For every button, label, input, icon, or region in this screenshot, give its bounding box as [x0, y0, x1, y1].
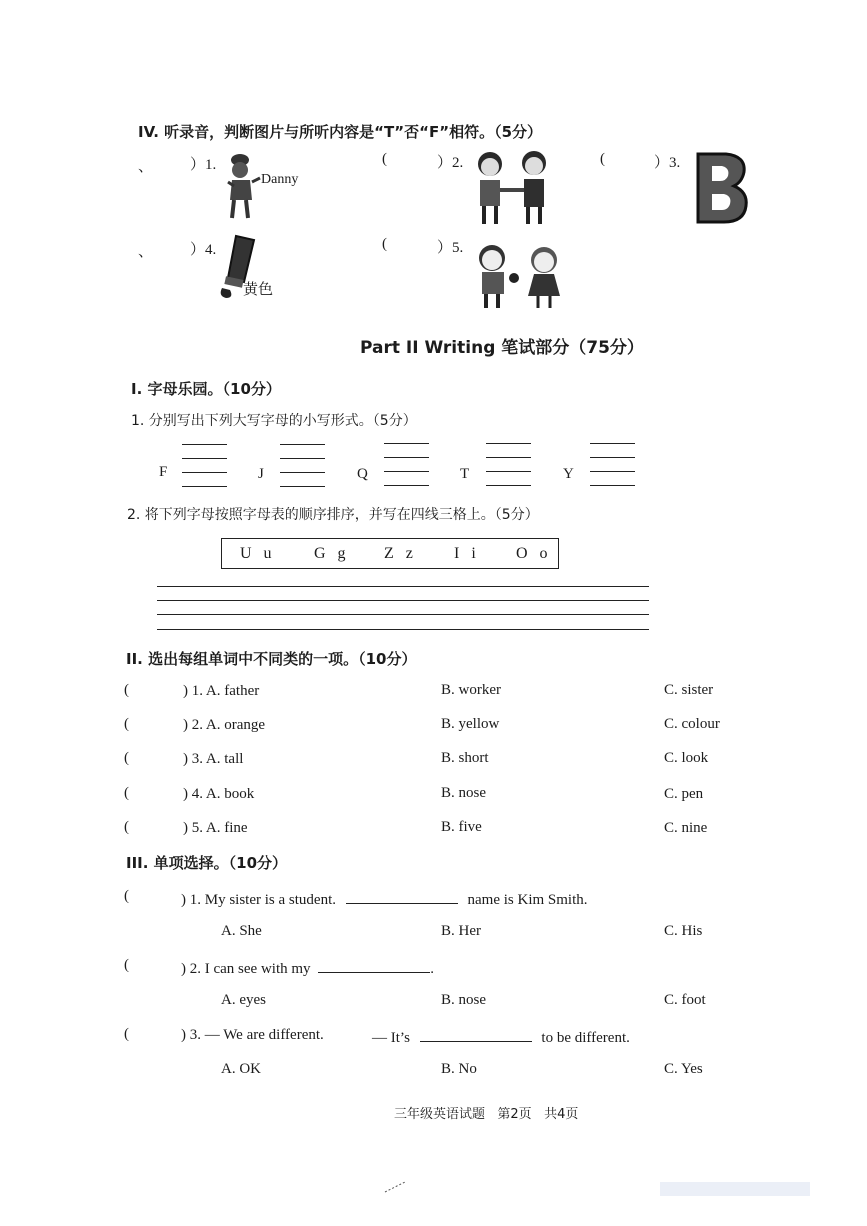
option-a: A. OK [221, 1061, 261, 1077]
page-footer: 三年级英语试题 第2页 共4页 [394, 1107, 579, 1122]
section2-item-c: C. colour [664, 716, 720, 732]
option-b: B. Her [441, 923, 481, 939]
question-text [181, 1027, 324, 1044]
letter-label: F [159, 464, 168, 480]
letter-pair: O o [516, 545, 552, 562]
letter-label: Q [357, 466, 368, 482]
section2-item-b: B. short [441, 750, 489, 766]
question-stem: ) 2. I can see with my [181, 961, 311, 977]
yellow-caption: 黄色 [243, 280, 274, 298]
letter-pair: I i [454, 545, 480, 562]
option-c: C. His [664, 923, 703, 939]
section2-item-b: B. nose [441, 785, 486, 801]
letter-label: J [258, 466, 264, 482]
section2-item-b: B. worker [441, 682, 501, 698]
option-b: B. No [441, 1061, 477, 1077]
boy-with-cap-picture [222, 150, 262, 222]
section2-item-c: C. nine [664, 820, 708, 836]
part2-title: Part II Writing 笔试部分（75分） [360, 338, 644, 358]
section2-item-c: C. sister [664, 682, 714, 698]
question-text [372, 1027, 630, 1047]
option-c: C. Yes [664, 1061, 703, 1077]
paren-open: 、 [138, 244, 154, 260]
question-stem: ) 1. My sister is a student. [181, 892, 336, 908]
letter-label: T [460, 466, 470, 482]
paren-open: ( [600, 151, 605, 167]
letter-label: Y [563, 466, 574, 482]
option-a: A. She [221, 923, 262, 939]
item-number: ）3. [654, 155, 681, 171]
letter-pair: Z z [384, 545, 417, 562]
letter-pair: G g [314, 545, 350, 562]
paren-open: ( [124, 888, 129, 904]
section1-title: I. 字母乐园。（10分） [131, 380, 281, 398]
question-text [181, 958, 434, 978]
question-text [181, 889, 588, 909]
paren-open: ( [124, 1026, 129, 1042]
paren-open: ( [124, 716, 129, 732]
answer-blank[interactable] [420, 1027, 532, 1042]
writing-line[interactable] [157, 586, 649, 587]
item-number: ）1. [190, 157, 217, 173]
danny-caption: Danny [261, 172, 299, 187]
paren-open: ( [124, 785, 129, 801]
letter-b-picture [692, 150, 752, 226]
writing-line[interactable] [157, 629, 649, 630]
option-c: C. foot [664, 992, 706, 1008]
watermark-bar [660, 1182, 810, 1196]
section2-item-a: ) 2. A. orange [183, 717, 266, 733]
section2-item-a: ) 3. A. tall [183, 751, 244, 767]
paren-open: ( [382, 236, 387, 252]
boy-girl-picture [472, 242, 572, 312]
answer-blank[interactable] [346, 889, 458, 904]
section3-title: III. 单项选择。（10分） [126, 854, 288, 872]
question-tail: . [430, 961, 435, 977]
section2-item-b: B. five [441, 819, 482, 835]
section2-item-c: C. pen [664, 786, 704, 802]
scan-mark-icon [383, 1180, 407, 1194]
question-tail: name is Kim Smith. [467, 892, 588, 908]
answer-blank[interactable] [318, 958, 430, 973]
letter-sequence-box [221, 538, 559, 569]
option-a: A. eyes [221, 992, 266, 1008]
letter-pair: U u [240, 545, 276, 562]
item-number: ）5. [437, 240, 464, 256]
question-stem: ) 3. — We are different. [181, 1027, 324, 1043]
section1-q1-title: 1. 分别写出下列大写字母的小写形式。（5分） [131, 413, 417, 429]
section2-item-a: ) 1. A. father [183, 683, 260, 699]
section2-item-a: ) 4. A. book [183, 786, 255, 802]
writing-line[interactable] [157, 614, 649, 615]
section1-q2-title: 2. 将下列字母按照字母表的顺序排序，并写在四线三格上。（5分） [127, 507, 539, 523]
section2-item-b: B. yellow [441, 716, 500, 732]
section2-item-c: C. look [664, 750, 709, 766]
paren-open: ( [124, 819, 129, 835]
question-tail: to be different. [541, 1030, 630, 1046]
item-number: ）4. [190, 242, 217, 258]
section2-item-a: ) 5. A. fine [183, 820, 248, 836]
paren-open: ( [382, 151, 387, 167]
item-number: ）2. [437, 155, 464, 171]
option-b: B. nose [441, 992, 486, 1008]
paren-open: ( [124, 957, 129, 973]
listening-title: IV. 听录音，判断图片与所听内容是“T”否“F”相符。（5分） [138, 123, 543, 141]
paren-open: ( [124, 750, 129, 766]
paren-open: 、 [138, 159, 154, 175]
section2-title: II. 选出每组单词中不同类的一项。（10分） [126, 650, 417, 668]
question-mid: — It’s [372, 1030, 410, 1046]
paren-open: ( [124, 682, 129, 698]
handshake-picture [470, 148, 555, 228]
writing-line[interactable] [157, 600, 649, 601]
